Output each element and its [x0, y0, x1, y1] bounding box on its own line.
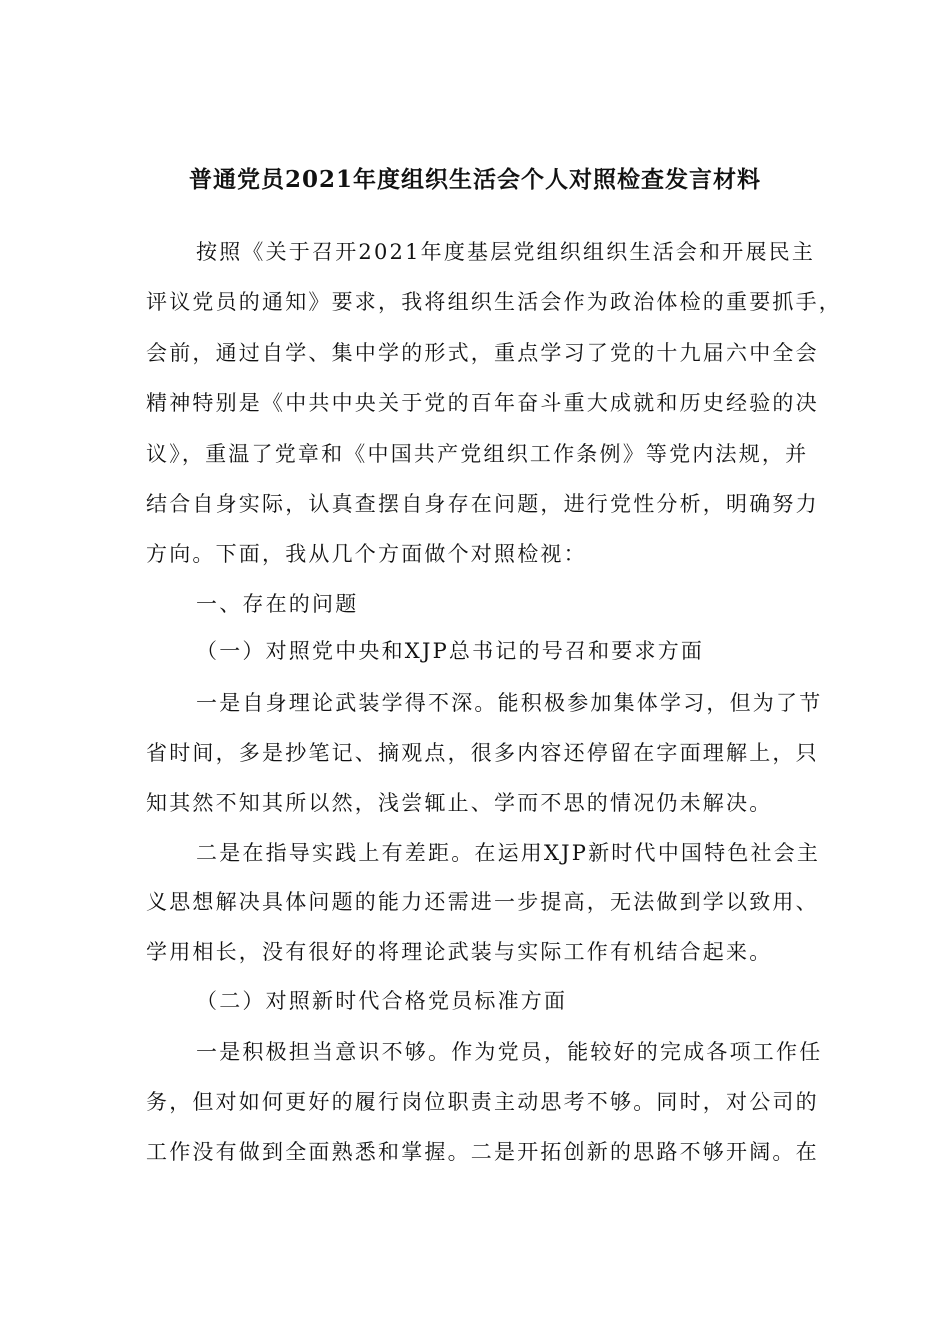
paragraph-line: 评议党员的通知》要求，我将组织生活会作为政治体检的重要抓手， — [146, 290, 842, 314]
paragraph-line: 按照《关于召开2021年度基层党组织组织生活会和开展民主 — [196, 240, 816, 264]
paragraph-line: 会前，通过自学、集中学的形式，重点学习了党的十九届六中全会 — [146, 341, 819, 365]
paragraph-line: 二是在指导实践上有差距。在运用XJP新时代中国特色社会主 — [196, 841, 821, 865]
paragraph-line: 结合自身实际，认真查摆自身存在问题，进行党性分析，明确努力 — [146, 492, 819, 516]
paragraph-line: 知其然不知其所以然，浅尝辄止、学而不思的情况仍未解决。 — [146, 791, 773, 815]
section-heading: 一、存在的问题 — [196, 592, 359, 616]
paragraph-line: 务，但对如何更好的履行岗位职责主动思考不够。同时，对公司的 — [146, 1090, 819, 1114]
paragraph-line: 方向。下面，我从几个方面做个对照检视： — [146, 542, 587, 566]
paragraph-line: 精神特别是《中共中央关于党的百年奋斗重大成就和历史经验的决 — [146, 391, 819, 415]
paragraph-line: 一是积极担当意识不够。作为党员，能较好的完成各项工作任 — [196, 1040, 823, 1064]
paragraph-line: 学用相长，没有很好的将理论武装与实际工作有机结合起来。 — [146, 940, 773, 964]
subsection-heading: （二）对照新时代合格党员标准方面 — [196, 989, 568, 1013]
document-title: 普通党员2021年度组织生活会个人对照检查发言材料 — [188, 166, 761, 193]
paragraph-line: 议》，重温了党章和《中国共产党组织工作条例》等党内法规，并 — [146, 442, 809, 466]
paragraph-line: 义思想解决具体问题的能力还需进一步提高，无法做到学以致用、 — [146, 890, 819, 914]
paragraph-line: 省时间，多是抄笔记、摘观点，很多内容还停留在字面理解上，只 — [146, 741, 819, 765]
subsection-heading: （一）对照党中央和XJP总书记的号召和要求方面 — [196, 639, 705, 663]
paragraph-line: 工作没有做到全面熟悉和掌握。二是开拓创新的思路不够开阔。在 — [146, 1140, 819, 1164]
paragraph-line: 一是自身理论武装学得不深。能积极参加集体学习，但为了节 — [196, 691, 823, 715]
